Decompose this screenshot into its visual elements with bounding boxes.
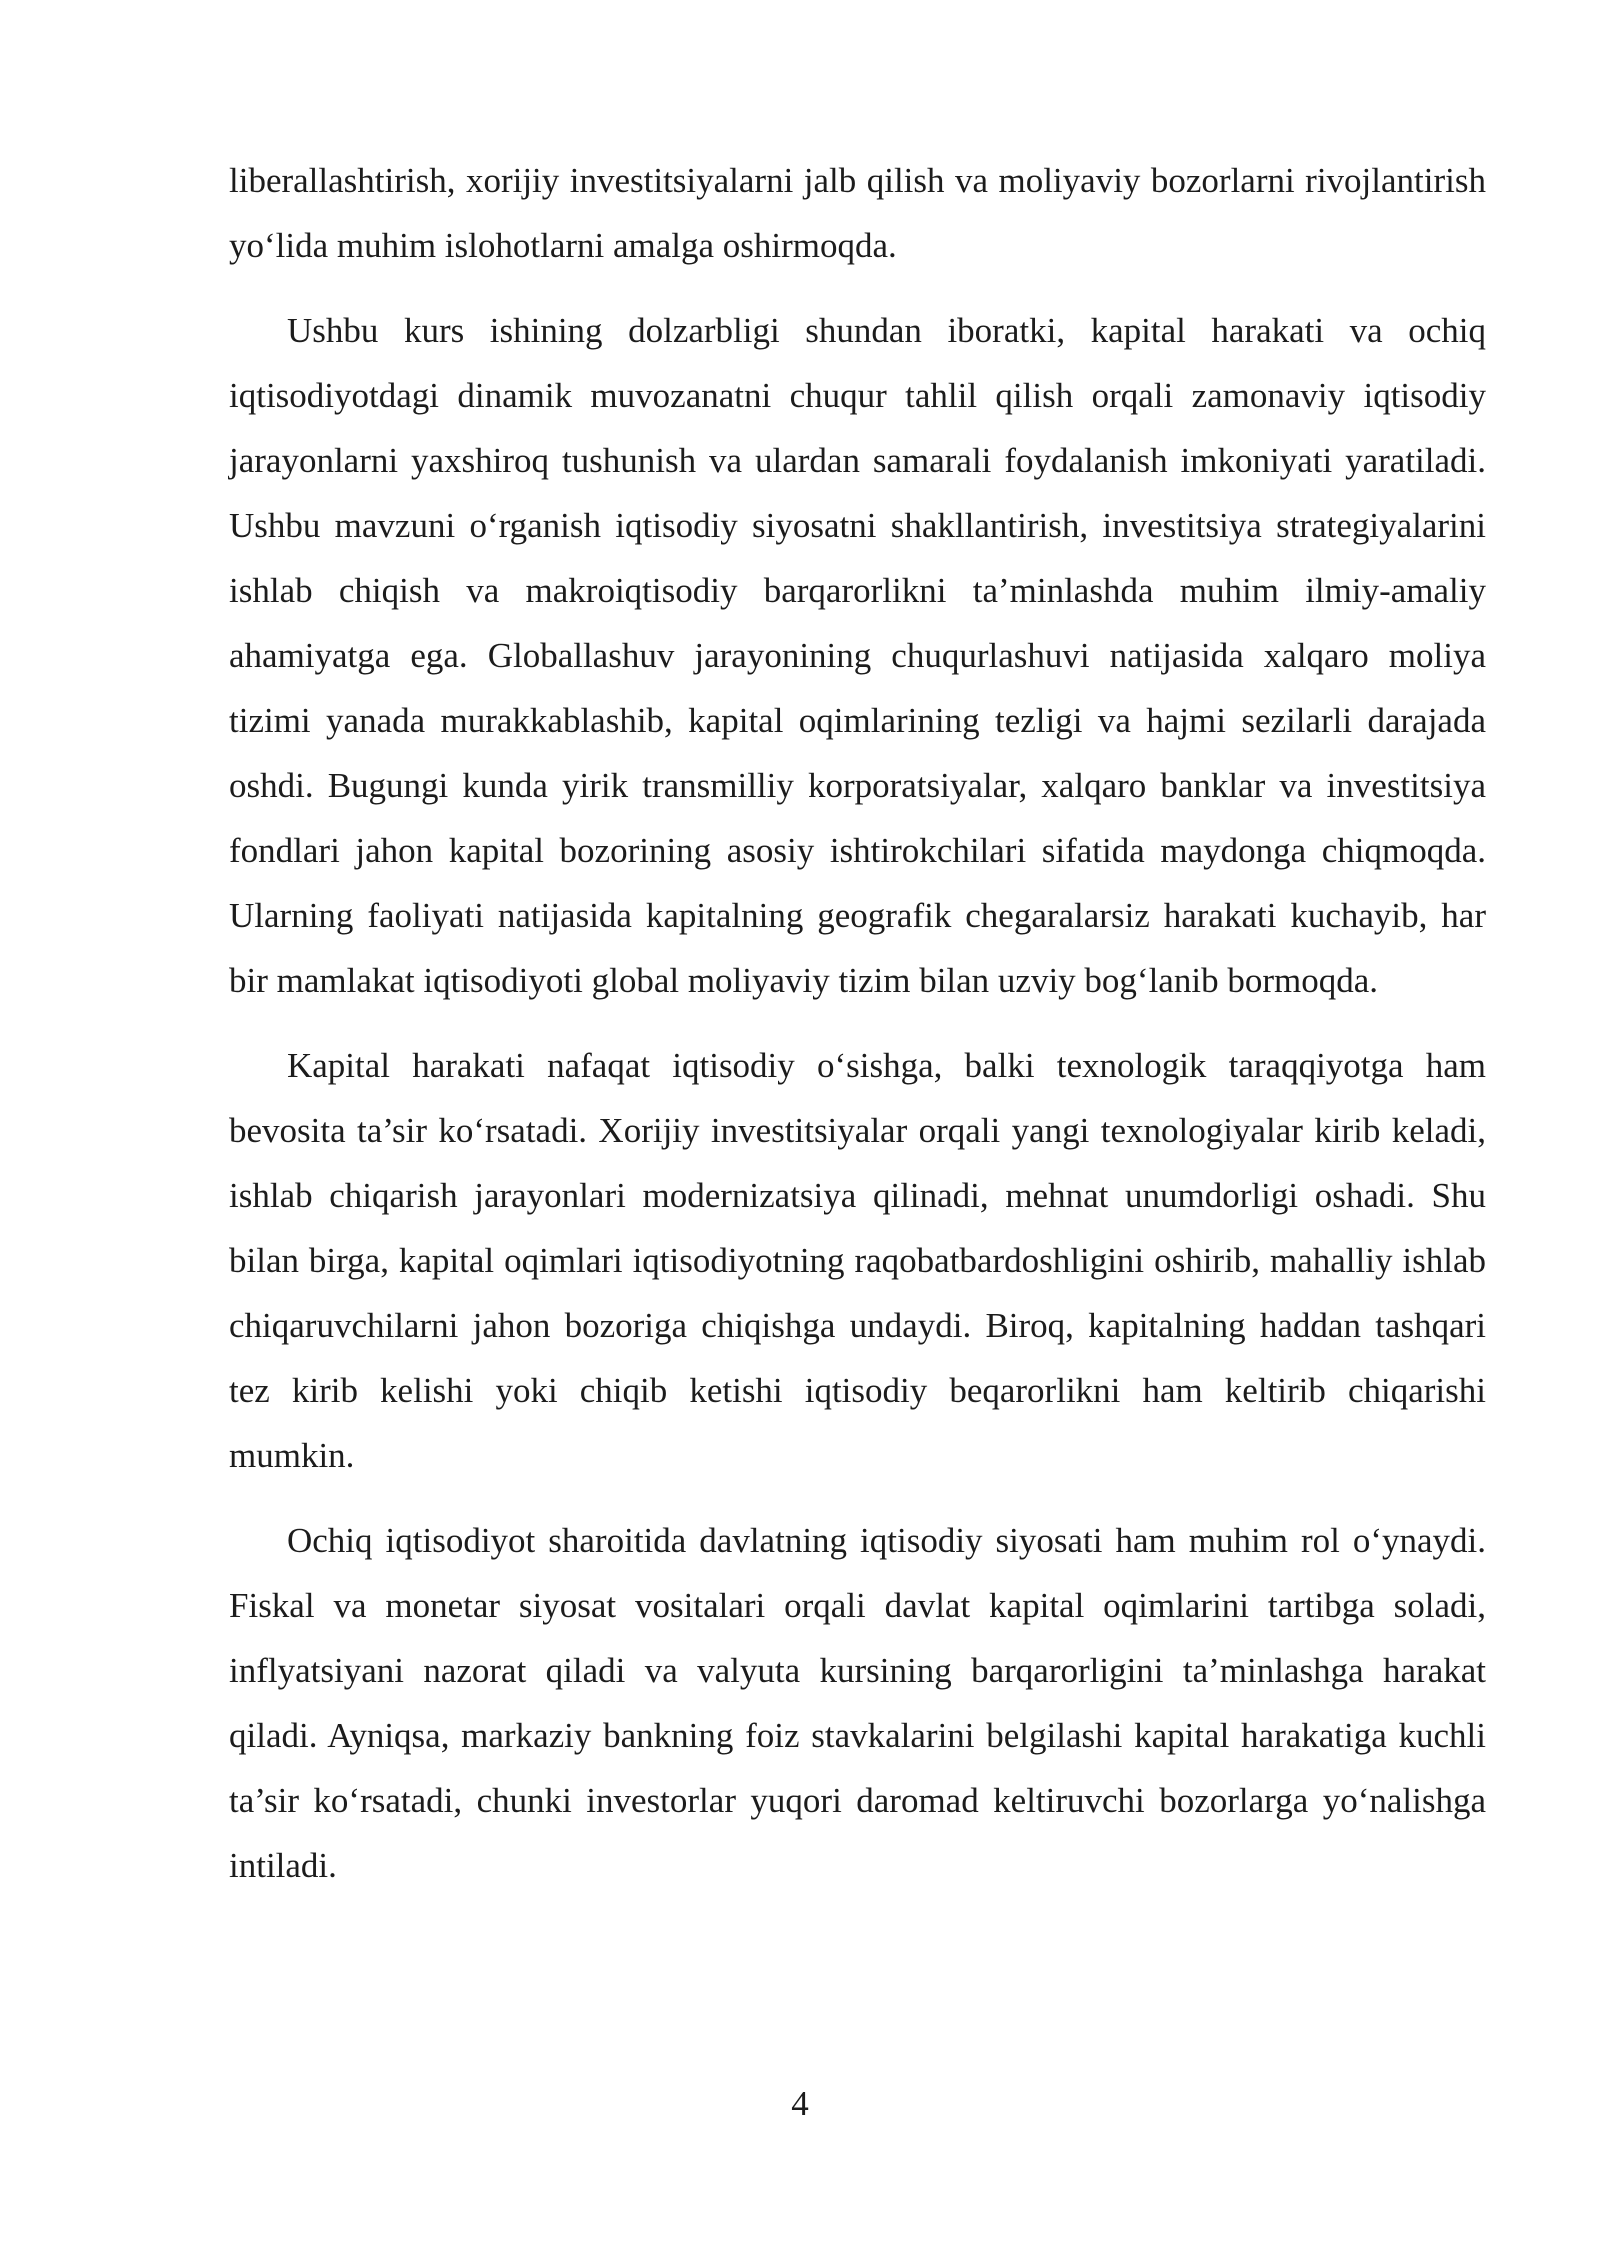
- paragraph-relevance: Ushbu kurs ishining dolzarbligi shundan iboratki, kapital harakati va ochiq iqtisodiyotdagi dinamik muvozanatni chuqur tahlil qilish orqali zamonaviy iqtisodiy jarayonlarni yaxshiroq tushunish va ulardan samarali foydalanish imkoniyati yaratiladi. Ushbu mavzuni o‘rganish iqtisodiy siyosatni shakllantirish, investitsiya strategiyalarini ishlab chiqish va makroiqtisodiy barqarorlikni ta’minlashda muhim ilmiy-amaliy ahamiyatga ega. Globallashuv jarayonining chuqurlashuvi natijasida xalqaro moliya tizimi yanada murakkablashib, kapital oqimlarining tezligi va hajmi sezilarli darajada oshdi. Bugungi kunda yirik transmilliy korporatsiyalar, xalqaro banklar va investitsiya fondlari jahon kapital bozorining asosiy ishtirokchilari sifatida maydonga chiqmoqda. Ularning faoliyati natijasida kapitalning geografik chegaralarsiz harakati kuchayib, har bir mamlakat iqtisodiyoti global moliyaviy tizim bilan uzviy bog‘lanib bormoqda.: [229, 311, 1486, 1000]
- paragraph-continued: liberallashtirish, xorijiy investitsiyalarni jalb qilish va moliyaviy bozorlarni rivojlantirish yo‘lida muhim islohotlarni amalga oshirmoqda.: [229, 161, 1486, 265]
- paragraph-open-economy-policy: Ochiq iqtisodiyot sharoitida davlatning iqtisodiy siyosati ham muhim rol o‘ynaydi. Fiskal va monetar siyosat vositalari orqali davlat kapital oqimlarini tartibga soladi, inflyatsiyani nazorat qiladi va valyuta kursining barqarorligini ta’minlashga harakat qiladi. Ayniqsa, markaziy bankning foiz stavkalarini belgilashi kapital harakatiga kuchli ta’sir ko‘rsatadi, chunki investorlar yuqori daromad keltiruvchi bozorlarga yo‘nalishga intiladi.: [229, 1521, 1486, 1885]
- page-number: 4: [791, 2084, 809, 2123]
- paragraph-capital-movement: Kapital harakati nafaqat iqtisodiy o‘sishga, balki texnologik taraqqiyotga ham bevosita ta’sir ko‘rsatadi. Xorijiy investitsiyalar orqali yangi texnologiyalar kirib keladi, ishlab chiqarish jarayonlari modernizatsiya qilinadi, mehnat unumdorligi oshadi. Shu bilan birga, kapital oqimlari iqtisodiyotning raqobatbardoshligini oshirib, mahalliy ishlab chiqaruvchilarni jahon bozoriga chiqishga undaydi. Biroq, kapitalning haddan tashqari tez kirib kelishi yoki chiqib ketishi iqtisodiy beqarorlikni ham keltirib chiqarishi mumkin.: [229, 1046, 1486, 1475]
- body-text: [229, 148, 1486, 1918]
